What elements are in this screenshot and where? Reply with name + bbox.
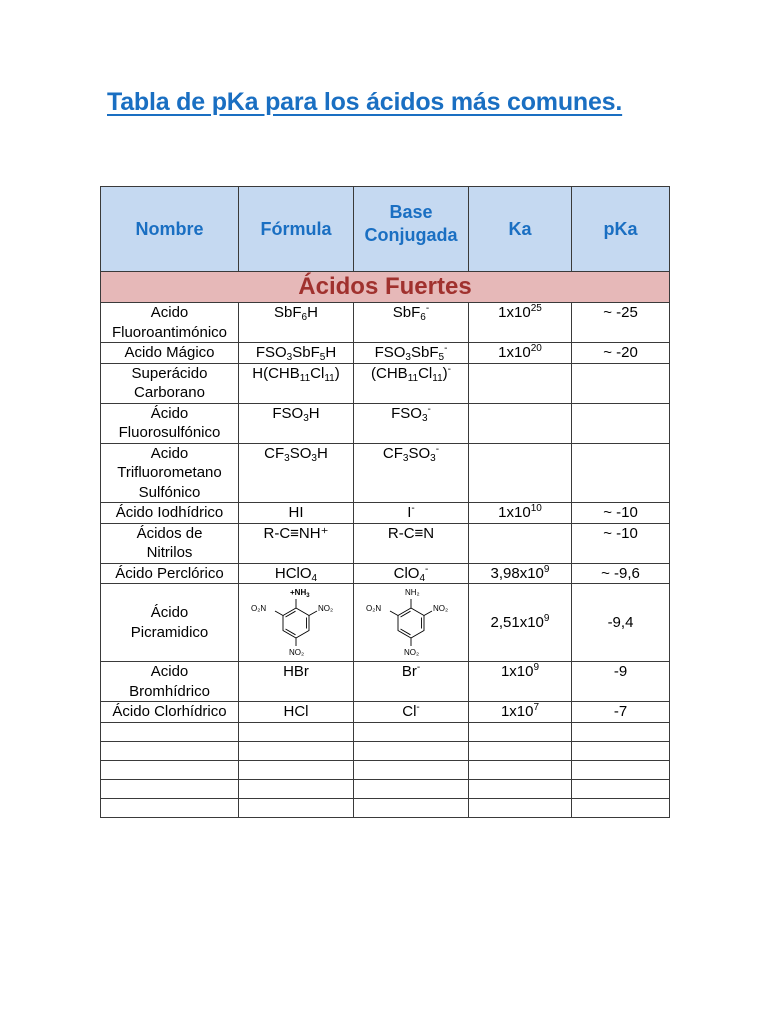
formula-cell: HClO$_4$ <box>239 563 354 584</box>
pka-table <box>100 186 670 818</box>
section-title: Ácidos Fuertes <box>101 272 670 303</box>
pka-cell: ~ -25 <box>572 303 670 343</box>
empty-row <box>101 779 670 798</box>
header-ka: Ka <box>469 187 572 272</box>
formula-cell: HBr <box>239 662 354 702</box>
table-row <box>101 702 670 723</box>
base-cell: Br- <box>354 662 469 702</box>
empty-row <box>101 741 670 760</box>
acid-right-group: NO₂ <box>318 604 334 613</box>
ka-cell: $1x10^7$ <box>469 702 572 723</box>
formula-cell: R-C≡NH⁺ <box>239 523 354 563</box>
nombre-cell: Acido Trifluorometano Sulfónico <box>101 443 239 503</box>
pka-cell <box>572 363 670 403</box>
nombre-cell: Ácido Fluorosulfónico <box>101 403 239 443</box>
empty-row <box>101 722 670 741</box>
pka-cell: ~ -10 <box>572 523 670 563</box>
base-cell: ClO$_4$- <box>354 563 469 584</box>
header-row <box>101 187 670 272</box>
table-row <box>101 303 670 343</box>
table-row <box>101 503 670 524</box>
table-row <box>101 363 670 403</box>
acid-top-group: $+NH_3$ <box>290 588 310 599</box>
base-cell <box>354 584 469 662</box>
base-left-group: O₂N <box>366 604 382 613</box>
pka-cell <box>572 403 670 443</box>
formula-cell: HI <box>239 503 354 524</box>
table-row <box>101 662 670 702</box>
base-cell: $CF_3SO_3^-$ <box>354 443 469 503</box>
formula-cell: $FSO_3H$ <box>239 403 354 443</box>
ka-cell <box>469 403 572 443</box>
ka-cell: $1x10^{25}$ <box>469 303 572 343</box>
ka-cell <box>469 523 572 563</box>
ka-cell <box>469 363 572 403</box>
page-title: Tabla de pKa para los ácidos más comunes. <box>107 88 623 116</box>
base-top-group: NH₂ <box>405 588 420 597</box>
section-row <box>101 272 670 303</box>
base-right-group: NO₂ <box>433 604 449 613</box>
picramide-base-structure <box>361 584 461 660</box>
nombre-cell: Ácido Clorhídrico <box>101 702 239 723</box>
base-bottom-group: NO₂ <box>404 648 420 657</box>
empty-row <box>101 760 670 779</box>
pka-cell <box>572 443 670 503</box>
ka-cell: $1x10^{10}$ <box>469 503 572 524</box>
base-cell: $FSO_3^-$ <box>354 403 469 443</box>
base-cell: SbF$_6$- <box>354 303 469 343</box>
header-pka: pKa <box>572 187 670 272</box>
base-cell: R-C≡N <box>354 523 469 563</box>
base-cell: $(CHB_{11}Cl_{11})^-$ <box>354 363 469 403</box>
formula-cell <box>239 584 354 662</box>
formula-cell: HCl <box>239 702 354 723</box>
base-cell: $FSO_3SbF_5^-$ <box>354 343 469 364</box>
table-row <box>101 343 670 364</box>
pka-cell: -9,4 <box>572 584 670 662</box>
nombre-cell: Ácido Perclórico <box>101 563 239 584</box>
header-formula: Fórmula <box>239 187 354 272</box>
nombre-cell: Ácido Iodhídrico <box>101 503 239 524</box>
table-row <box>101 523 670 563</box>
ka-cell: $1x10^{20}$ <box>469 343 572 364</box>
table-row <box>101 403 670 443</box>
header-base-line2: Conjugada <box>364 225 458 245</box>
table-row <box>101 563 670 584</box>
header-nombre: Nombre <box>101 187 239 272</box>
picramide-acid-structure <box>246 584 346 660</box>
pka-cell: ~ -20 <box>572 343 670 364</box>
empty-row <box>101 798 670 817</box>
pka-cell: ~ -10 <box>572 503 670 524</box>
base-cell: I- <box>354 503 469 524</box>
acid-bottom-group: NO₂ <box>289 648 305 657</box>
acid-left-group: O₂N <box>251 604 267 613</box>
pka-cell: -7 <box>572 702 670 723</box>
nombre-cell: Ácidos de Nitrilos <box>101 523 239 563</box>
nombre-cell: Acido Fluoroantimónico <box>101 303 239 343</box>
table-row <box>101 443 670 503</box>
ka-cell: $1x10^9$ <box>469 662 572 702</box>
formula-cell: $H(CHB_{11}Cl_{11})$ <box>239 363 354 403</box>
table-row <box>101 584 670 662</box>
nombre-cell: Acido Bromhídrico <box>101 662 239 702</box>
nombre-cell: Ácido Picramidico <box>101 584 239 662</box>
nombre-cell: Acido Mágico <box>101 343 239 364</box>
pka-cell: -9 <box>572 662 670 702</box>
nombre-cell: Superácido Carborano <box>101 363 239 403</box>
pka-cell: ~ -9,6 <box>572 563 670 584</box>
ka-cell <box>469 443 572 503</box>
base-cell: Cl- <box>354 702 469 723</box>
header-base-line1: Base <box>389 202 433 222</box>
ka-cell: $2,51x10^9$ <box>469 584 572 662</box>
header-base-conjugada <box>354 187 469 272</box>
formula-cell: $FSO_3SbF_5H$ <box>239 343 354 364</box>
formula-cell: $CF_3SO_3H$ <box>239 443 354 503</box>
ka-cell: $3,98x10^9$ <box>469 563 572 584</box>
formula-cell: SbF$_6$H <box>239 303 354 343</box>
